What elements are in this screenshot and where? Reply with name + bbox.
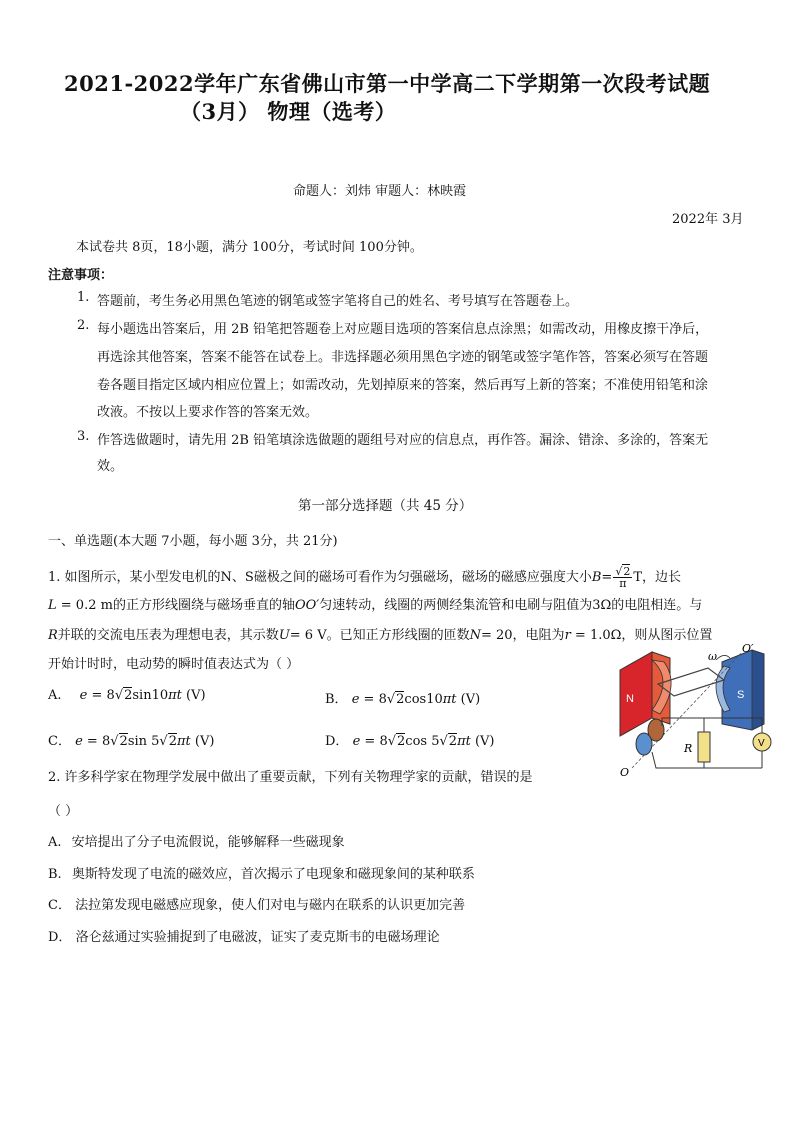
- option-arg: πt: [177, 734, 191, 749]
- q1-fraction: $\frac{√2}{\pi}$: [615, 565, 631, 590]
- option-radicand: 2: [396, 692, 405, 707]
- option-label: D．: [48, 930, 72, 945]
- q2-text: 许多科学家在物理学发展中做出了重要贡献，下列有关物理学家的贡献，错误的是: [64, 770, 533, 785]
- q1-symbol-l: L: [48, 598, 57, 613]
- notice-item-2-num: 2.: [77, 318, 90, 333]
- slip-ring-2: [636, 733, 652, 755]
- option-radicand: 2: [397, 734, 406, 749]
- q1-frac-num: 2: [623, 565, 631, 578]
- option-unit: (V): [456, 692, 481, 707]
- page-title-line2: （3月） 物理（选考）: [180, 99, 397, 124]
- notice-item-3-line: 作答选做题时，请先用 2B 铅笔填涂选做题的题组号对应的信息点，再作答。漏涂、错涂、多涂的，答案无: [97, 433, 709, 448]
- magnet-n-label: N: [626, 693, 634, 705]
- notice-item-2-line: 卷各题目指定区域内相应位置上；如需改动，先划掉原来的答案，然后再写上新的答案；不准使用铅笔和涂: [97, 378, 709, 393]
- q1-text: = 1.0Ω，则从图示位置: [570, 628, 713, 643]
- q1-symbol-n: N: [469, 628, 481, 643]
- option-arg: πt: [442, 692, 457, 707]
- authors: 命题人：刘炜 审题人：林映霞: [293, 184, 467, 199]
- notice-item-1-num: 1.: [77, 290, 90, 305]
- magnet-n-face: [620, 652, 652, 736]
- option-label: B．: [325, 692, 348, 707]
- omega-label: ω: [708, 650, 717, 663]
- option-var: e: [79, 688, 88, 703]
- q1-symbol-r-small: r: [564, 628, 571, 643]
- option-label: A.: [48, 688, 62, 703]
- q1-text: = 20，电阻为: [480, 628, 565, 643]
- q1-option-c[interactable]: C． e = 8√2sin 5√2πt (V): [48, 734, 215, 749]
- resistor-label: R: [684, 742, 693, 755]
- option-label: A.: [48, 835, 62, 850]
- option-radicand: 2: [119, 734, 128, 749]
- option-radicand: 2: [124, 688, 133, 703]
- option-func: sin 5: [127, 734, 160, 749]
- axis-o-prime-label: O′: [742, 642, 754, 655]
- q1-axis: OO′: [294, 598, 320, 613]
- notice-item-2-line: 再选涂其他答案，答案不能答在试卷上。非选择题必须用黑色字迹的钢笔或签字笔作答，答案必须写在答题: [97, 350, 709, 365]
- q2-stem: [48, 766, 533, 785]
- q1-text: = 6 V。已知正方形线圈的匝数: [289, 628, 470, 643]
- notice-item-3-num: 3.: [77, 429, 90, 444]
- option-label: C．: [48, 734, 71, 749]
- exam-intro: 本试卷共 8页，18小题，满分 100分，考试时间 100分钟。: [76, 240, 423, 255]
- notice-item-2-line: 每小题选出答案后，用 2B 铅笔把答题卷上对应题目选项的答案信息点涂黑；如需改动，用橡皮擦干净后，: [97, 322, 709, 337]
- option-text: 安培提出了分子电流假说，能够解释一些磁现象: [71, 835, 345, 850]
- option-arg: πt: [457, 734, 471, 749]
- q2-paren: （ ）: [48, 804, 79, 819]
- q2-option-b[interactable]: [48, 863, 475, 882]
- option-func: cos10: [404, 692, 443, 707]
- notice-item-2-line: 改液。不按以上要求作答的答案无效。: [97, 405, 319, 420]
- q2-option-c[interactable]: [48, 894, 465, 913]
- option-label: D．: [325, 734, 349, 749]
- part1-title: 第一部分选择题（共 45 分）: [298, 498, 473, 514]
- resistor: [698, 732, 710, 762]
- option-var: e: [352, 734, 361, 749]
- q2-number: 2.: [48, 770, 61, 785]
- option-unit: (V): [470, 734, 495, 749]
- q1-text: T，边长: [633, 570, 681, 585]
- q1-option-a[interactable]: A. e = 8√2sin10πt (V): [48, 688, 206, 703]
- option-unit: (V): [181, 688, 206, 703]
- section-heading: 一、单选题(本大题 7小题，每小题 3分，共 21分): [48, 534, 338, 549]
- q1-option-d[interactable]: D． e = 8√2cos 5√2πt (V): [325, 734, 495, 749]
- q1-line1: 1. 如图所示，某小型发电机的N、S磁极之间的磁场可看作为匀强磁场，磁场的磁感应强度大小B= $\frac{√2}{\pi}$ T，边长: [48, 565, 681, 590]
- q1-line2: [48, 594, 702, 613]
- q1-text: 如图所示，某小型发电机的N、S磁极之间的磁场可看作为匀强磁场，磁场的磁感应强度大小: [64, 570, 592, 585]
- wire-bottom: [652, 752, 704, 768]
- option-func: sin10: [132, 688, 169, 703]
- option-coef: = 8: [359, 692, 387, 707]
- page-title-line1: 2021-2022学年广东省佛山市第一中学高二下学期第一次段考试题: [64, 71, 711, 96]
- exam-date: 2022年 3月: [672, 212, 744, 227]
- option-label: B.: [48, 867, 62, 882]
- option-var: e: [75, 734, 83, 749]
- q1-option-b[interactable]: B． e = 8√2cos10πt (V): [325, 692, 481, 707]
- option-var: e: [351, 692, 360, 707]
- option-radicand-2: 2: [448, 734, 458, 749]
- q1-line4: 开始计时时，电动势的瞬时值表达式为（ ）: [48, 657, 300, 672]
- option-coef: = 8: [82, 734, 111, 749]
- q1-symbol-b: B: [591, 570, 602, 585]
- notice-heading: 注意事项：: [48, 268, 114, 283]
- option-func: cos 5: [405, 734, 440, 749]
- q1-symbol-r: R: [48, 628, 58, 643]
- q1-symbol-u: U: [278, 628, 290, 643]
- q1-text: 匀速转动，线圈的两侧经集流管和电刷与阻值为3Ω的电阻相连。与: [319, 598, 703, 613]
- axis-o-label: O: [620, 766, 630, 779]
- q1-number: 1.: [48, 570, 61, 585]
- q1-text: 并联的交流电压表为理想电表，其示数: [57, 628, 279, 643]
- option-arg: πt: [168, 688, 182, 703]
- option-text: 奥斯特发现了电流的磁效应，首次揭示了电现象和磁现象间的某种联系: [71, 867, 475, 882]
- notice-item-3-line: 效。: [97, 459, 124, 474]
- option-coef: = 8: [87, 688, 115, 703]
- q1-text: 的正方形线圈绕与磁场垂直的轴: [112, 598, 295, 613]
- q2-option-d[interactable]: [48, 926, 440, 945]
- notice-item-1-line: 答题前，考生务必用黑色笔迹的钢笔或签字笔将自己的姓名、考号填写在答题卷上。: [97, 294, 579, 309]
- option-coef: = 8: [360, 734, 388, 749]
- q2-option-a[interactable]: [48, 831, 345, 850]
- option-unit: (V): [190, 734, 215, 749]
- voltmeter-label: V: [758, 738, 765, 749]
- q1-frac-den: π: [619, 577, 627, 590]
- magnet-s-label: S: [737, 689, 745, 701]
- generator-figure: [612, 640, 784, 780]
- option-text: 法拉第发现电磁感应现象，使人们对电与磁内在联系的认识更加完善: [75, 898, 466, 913]
- option-radicand-2: 2: [168, 734, 177, 749]
- option-label: C．: [48, 898, 71, 913]
- option-text: 洛仑兹通过实验捕捉到了电磁波，证实了麦克斯韦的电磁场理论: [75, 930, 440, 945]
- q1-text: = 0.2 m: [56, 598, 113, 613]
